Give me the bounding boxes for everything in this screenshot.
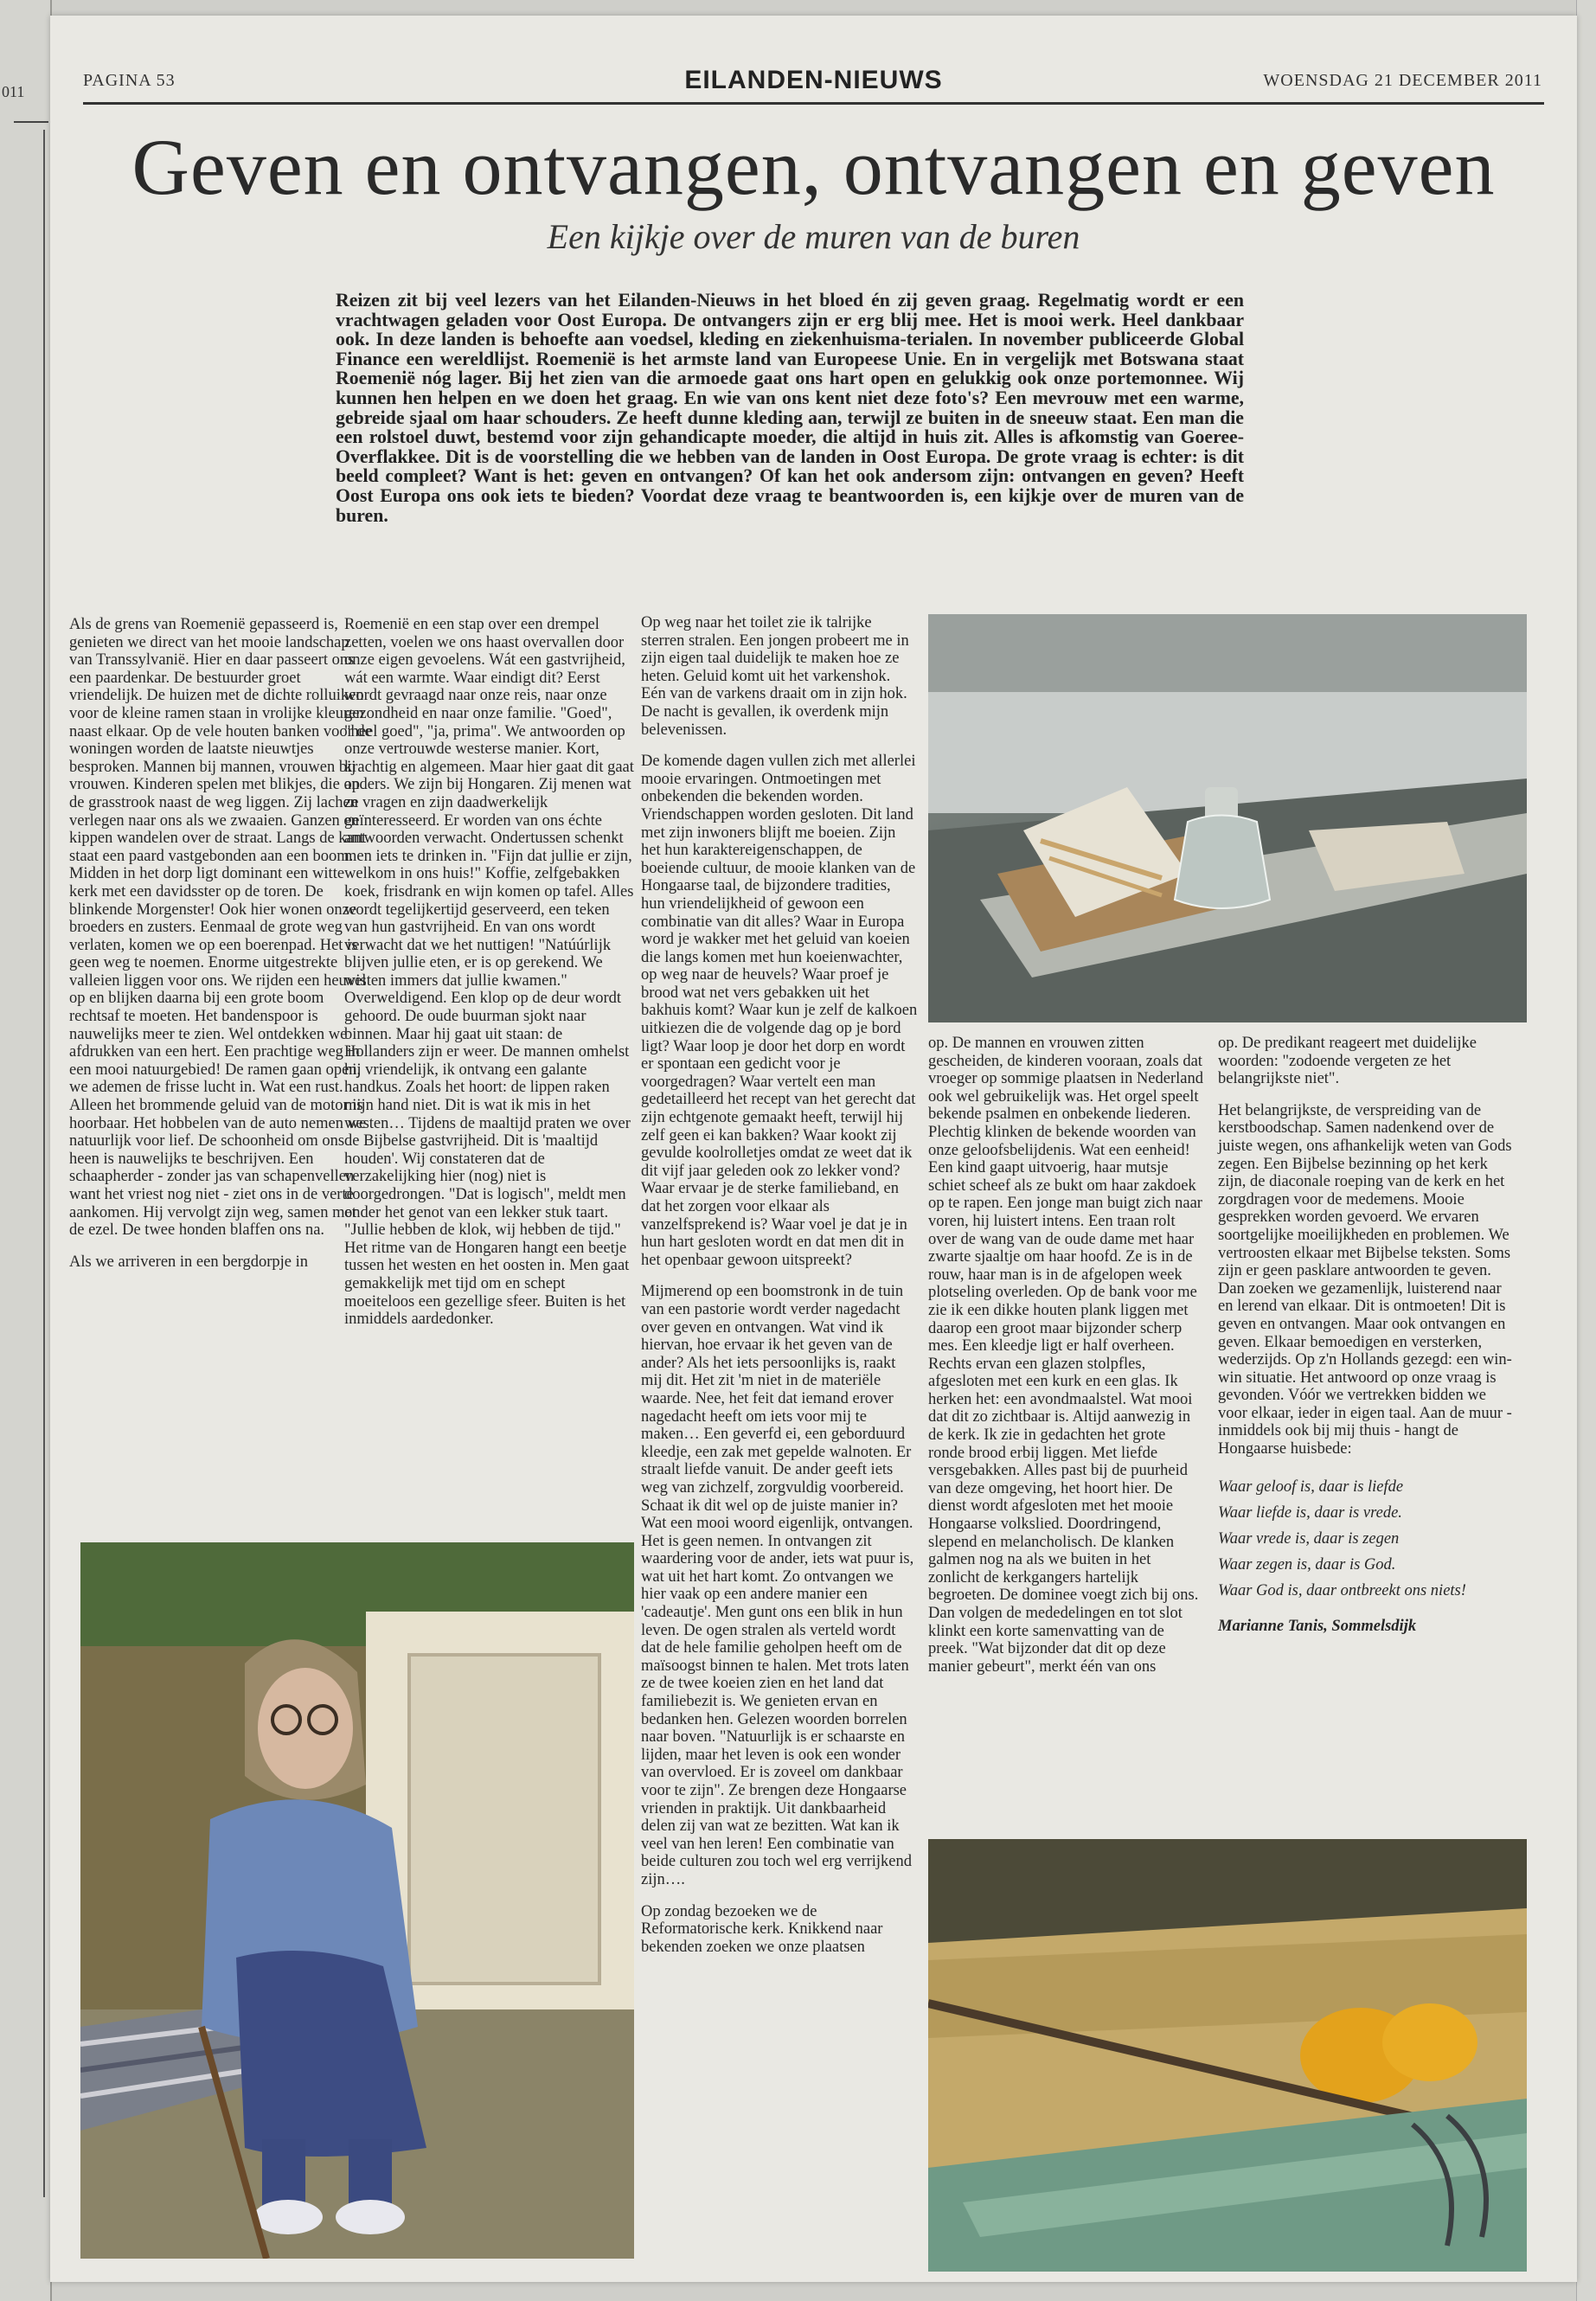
author-byline: Marianne Tanis, Sommelsdijk: [1218, 1617, 1417, 1635]
right-page-edge: [1576, 0, 1596, 2301]
poem-line: Waar zegen is, daar is God.: [1218, 1555, 1396, 1574]
photo-communion-set-drawing: [928, 614, 1527, 1022]
masthead: EILANDEN-NIEUWS: [684, 66, 943, 94]
article-subtitle: Een kijkje over de muren van de buren: [547, 217, 1080, 256]
paragraph: Als we arriveren in een bergdorpje in: [69, 1253, 309, 1271]
poem-line: Waar vrede is, daar is zegen: [1218, 1529, 1400, 1548]
photo-elderly-woman-drawing: [80, 1542, 634, 2259]
paragraph: Als de grens van Roemenië gepasseerd is, genieten we direct van het mooie landschap van Transsylvanië. Hier en daar passeert ons een paardenkar. De bestuurder groet vriendelijk. De huizen met de dichte rolluiken voor de kleine ramen staan in vrolijke kleuren naast elkaar. Op de vele houten banken voor de woningen worden de laatste nieuwtjes besproken. Mannen bij mannen, vrouwen bij vrouwen. Kinderen spelen met blikjes, die op de grasstrook naast de weg liggen. Zij lachen verlegen naar ons als we zwaaien. Ganzen en kippen wandelen over de straat. Langs de kant staat een paard vastgebonden aan een boom. Midden in het dorp ligt dominant een witte kerk met een davidsster op de toren. De blinkende Morgenster! Ook hier wonen onze broeders en zusters. Eenmaal de grote weg verlaten, komen we op een boerenpad. Het is geen weg te noemen. Enorme uitgestrekte valleien liggen voor ons. We rijden een heuvel op en blijken daarna bij een grote boom rechtsaf te moeten. Het bandenspoor is nauwelijks meer te zien. Wel ontdekken we afdrukken van een hert. Een prachtige weg in een mooi natuurgebied! De ramen gaan open, we ademen de frisse lucht in. Wat een rust. Alleen het brommende geluid van de motor is hoorbaar. Het hobbelen van de auto nemen we natuurlijk voor lief. De schoonheid om ons heen is nauwelijks te beschrijven. Een schaapherder - zonder jas van schapenvellen want het vriest nog niet - ziet ons in de verte aankomen. Hij vervolgt zijn weg, samen met de ezel. De twee honden blaffen ons na.: [69, 616, 372, 1240]
paragraph: Het belangrijkste, de verspreiding van de kerstboodschap. Samen nadenkend over de juiste wegen, ons afhankelijk weten van Gods zegen. Een Bijbelse bezinning op het kerk zijn, de diaconale roeping van de kerk en het zorgdragen voor de medemens. Mooie gesprekken worden gevoerd. We ervaren soortgelijke moeilijkheden en problemen. We vertroosten elkaar met Bijbelse teksten. Soms zijn er geen pasklare antwoorden te geven. Dan zoeken we gezamenlijk, luisterend naar en lerend van elkaar. Dit is ontmoeten! Dit is geven en ontvangen. Maar ook ontvangen en geven. Elkaar bemoedigen en versterken, wederzijds. Op z'n Hollands gezegd: een win-win situatie. Het antwoord op onze vraag is gevonden. Vóór we vertrekken bidden we voor elkaar, ieder in eigen taal. Aan de muur - inmiddels ook bij mij thuis - hangt de Hongaarse huisbede:: [1218, 1101, 1512, 1458]
publication-date: WOENSDAG 21 DECEMBER 2011: [1263, 71, 1542, 90]
paragraph: Roemenië en een stap over een drempel zetten, voelen we ons haast overvallen door onze eigen gevoelens. Wát een gastvrijheid, wát een warmte. Waar eindigt dit? Eerst wordt gevraagd naar onze reis, naar onze gezondheid en naar onze familie. "Goed", "heel goed", "ja, prima". We antwoorden op onze vertrouwde westerse manier. Kort, krachtig en algemeen. Maar hier gaat dit gaat anders. We zijn bij Hongaren. Zij menen wat ze vragen en zijn daadwerkelijk geïnteresseerd. Er worden van ons échte antwoorden verwacht. Ondertussen schenkt men iets te drinken in. "Fijn dat jullie er zijn, welkom in ons huis!" Koffie, zelfgebakken koek, frisdrank en wijn komen op tafel. Alles wordt tegelijkertijd geserveerd, een teken van hun gastvrijheid. En van ons wordt verwacht dat we het nuttigen! "Natúúrlijk blijven jullie eten, er is op gerekend. We wisten immers dat jullie kwamen." Overweldigend. Een klop op de deur wordt gehoord. De oude buurman sjokt naar binnen. Maar hij gaat uit staan: de Hollanders zijn er weer. De mannen omhelst hij vriendelijk, ik ontvang een galante handkus. Zoals het hoort: de lippen raken mijn hand niet. Dit is wat ik mis in het westen… Tijdens de maaltijd praten we over de Bijbelse gastvrijheid. Dit is 'maaltijd houden'. Wij constateren dat de verzakelijking hier (nog) niet is doorgedrongen. "Dat is logisch", meldt men onder het genot van een lekker stuk taart. "Jullie hebben de klok, wij hebben de tijd." Het ritme van de Hongaren hangt een beetje tussen het westen en het oosten in. Men gaat gemakkelijk met tijd om en schept moeiteloos een gezellige sfeer. Buiten is het inmiddels aardedonker.: [344, 616, 634, 1329]
photo-communion-set: [928, 614, 1527, 1022]
article-title: Geven en ontvangen, ontvangen en geven: [131, 123, 1496, 211]
poem-line: Waar God is, daar ontbreekt ons niets!: [1218, 1581, 1466, 1599]
page-number: PAGINA 53: [83, 71, 176, 90]
house-blessing-poem: [1218, 1474, 1512, 1604]
paragraph: op. De mannen en vrouwen zitten gescheiden, de kinderen vooraan, zoals dat vroeger op sommige plaatsen in Nederland ook wel gebruikelijk was. Het orgel speelt bekende psalmen en onbekende liederen. Plechtig klinken de bekende woorden van onze geloofsbelijdenis. Wat een eenheid! Een kind gaapt uitvoerig, haar mutsje schiet scheef als ze bukt om haar zakdoek op te rapen. Een jonge man buigt zich naar voren, hij luistert intens. Een traan rolt over de wang van de oude dame met haar zwarte sjaaltje om haar hoofd. Ze is in de rouw, haar man is in de afgelopen week plotseling overleden. Op de bank voor me zie ik een dikke houten plank liggen met daarop een groot maar bijzonder scherp mes. Een kleedje ligt er half overheen. Rechts ervan een glazen stolpfles, afgesloten met een kurk en een glas. Ik herken het: een avondmaalstel. Wat mooi dat dit zo zichtbaar is. Altijd aanwezig in de kerk. Ik zie in gedachten het grote ronde brood erbij liggen. Met liefde versgebakken. Alles past bij de puurheid van deze omgeving, het hoort hier. De dienst wordt afgesloten met het mooie Hongaarse volkslied. Doordringend, slepend en melancholisch. De klanken galmen nog na als we buiten in het zonlicht de kerkgangers hartelijk begroeten. De dominee voegt zich bij ons. Dan volgen de mededelingen en tot slot klinkt een korte samenvatting van de preek. "Wat bijzonder dat dit op deze manier gebeurt", merkt één van ons: [928, 1035, 1203, 1676]
previous-page-edge: [0, 0, 52, 2301]
poem-line: Waar geloof is, daar is liefde: [1218, 1477, 1404, 1496]
previous-page-number: 011: [2, 83, 25, 100]
text-column-1: [69, 616, 372, 1285]
paragraph: Mijmerend op een boomstronk in de tuin van een pastorie wordt verder nagedacht over geven en ontvangen. Wat vind ik hiervan, hoe ervaar ik het geven van de ander? Als het iets persoonlijks is, raakt mij dit. Het zit 'm niet in de materiële waarde. Nee, het feit dat iemand erover nagedacht heeft om iets voor mij te maken… Een geverfd ei, een geborduurd kleedje, een zak met gepelde walnoten. Er straalt liefde vanuit. De ander geeft iets weg van zichzelf, zorgvuldig voorbereid. Schaat ik dit wel op de juiste manier in? Wat een mooi woord eigenlijk, ontvangen. Het is geen nemen. In ontvangen zit waardering voor de ander, iets wat puur is, wat uit het hart komt. Zo ontvangen we hier vaak op een andere manier een 'cadeautje'. Men gunt ons een blik in hun leven. De ogen stralen als verteld wordt dat de hele familie geholpen heeft om de maïsoogst binnen te halen. Met trots laten ze de twee koeien zien en het land dat familiebezit is. We genieten ervan en bedanken hen. Gelezen woorden borrelen naar boven. "Natuurlijk is er schaarste en lijden, maar het leven is ook een wonder van overvloed. Er is zoveel om dankbaar voor te zijn". Ze brengen deze Hongaarse vrienden in praktijk. Uit dankbaarheid delen zij van wat ze bezitten. Wat kan ik veel van hen leren! Een combinatie van beide culturen zou toch wel erg verrijkend zijn….: [641, 1283, 914, 1888]
previous-page-rule: [14, 121, 48, 123]
text-column-4: [928, 1035, 1205, 1689]
paragraph: op. De predikant reageert met duidelijke woorden: "zodoende vergeten ze het belangrijkste niet".: [1218, 1035, 1477, 1088]
paragraph: Op weg naar het toilet zie ik talrijke sterren stralen. Een jongen probeert me in zijn eigen taal duidelijk te maken hoe ze heten. Geluid komt uit het varkenshok. Eén van de varkens draait om in zijn hok. De nacht is gevallen, ik overdenk mijn belevenissen.: [641, 614, 909, 739]
article-intro: Reizen zit bij veel lezers van het Eilanden-Nieuws in het bloed én zij geven graag. Regelmatig wordt er een vrachtwagen geladen voor Oost Europa. De ontvangers zijn er erg blij mee. Het is mooi werk. Heel dankbaar ook. In deze landen is behoefte aan voedsel, kleding en ziekenhuisma-terialen. In november publiceerde Global Finance een wereldlijst. Roemenië is het armste land van Europeese Unie. En in vergelijk met Botswana staat Roemenië nóg lager. Bij het zien van die armoede gaat ons hart open en gelukkig ook onze portemonnee. Wij kunnen hen helpen en we doen het graag. En wie van ons kent niet deze foto's? Een mevrouw met een warme, gebreide sjaal om haar schouders. Ze heeft dunne kleding aan, terwijl ze buiten in de sneeuw staat. Een man die een rolstoel duwt, bestemd voor zijn gehandicapte moeder, die altijd in huis zit. Alles is afkomstig van Goeree-Overflakkee. Dit is de voorstelling die we hebben van de landen in Oost Europa. De grote vraag is echter: is dit beeld compleet? Want is het: geven en ontvangen? Of kan het ook andersom zijn: ontvangen en geven? Heeft Oost Europa ons ook iets te bieden? Voordat deze vraag te beantwoorden is, een kijkje over de muren van de buren.: [336, 290, 1244, 526]
text-column-5: [1218, 1035, 1512, 1635]
photo-elderly-woman: [80, 1542, 634, 2259]
newspaper-page: [50, 16, 1577, 2282]
paragraph: De komende dagen vullen zich met allerlei mooie ervaringen. Ontmoetingen met onbekenden die bekenden worden. Vriendschappen worden gesloten. Dit land met zijn inwoners blijft me boeien. Zijn het hun karaktereigenschappen, de boeiende cultuur, de mooie klanken van de Hongaarse taal, de bijzondere tradities, hun vriendelijkheid of gewoon een combinatie van dit alles? Waar in Europa word je wakker met het geluid van koeien die langs komen met hun koeienwachter, op weg naar de heuvels? Waar proef je brood wat net vers gebakken uit het bakhuis komt? Waar kun je zelf de kalkoen uitkiezen die de volgende dag op je bord ligt? Waar loop je door het dorp en wordt er spontaan een gedicht voor je voorgedragen? Waar vertelt een man gedetailleerd het recept van het gerecht dat zijn echtgenote gemaakt heeft, terwijl hij zelf geen ei kan bakken? Waar kookt zij gevulde koolrolletjes omdat ze weet dat ik dit vijf jaar geleden ook zo lekker vond? Waar ervaar je de sterke familieband, en dat het zorgen voor elkaar als vanzelfsprekend is? Waar voel je dat je in hun hart gesloten wordt en dat men dit in het openbaar gewoon uitspreekt?: [641, 753, 918, 1269]
header-rule: [83, 102, 1544, 105]
paragraph: Op zondag bezoeken we de Reformatorische kerk. Knikkend naar bekenden zoeken we onze plaatsen: [641, 1902, 883, 1956]
text-column-3: [641, 614, 918, 1970]
photo-hay-cart-drawing: [928, 1839, 1527, 2272]
text-column-2: [344, 616, 634, 1343]
poem-line: Waar liefde is, daar is vrede.: [1218, 1503, 1402, 1522]
previous-page-column: [7, 130, 45, 2197]
photo-hay-cart: [928, 1839, 1527, 2272]
